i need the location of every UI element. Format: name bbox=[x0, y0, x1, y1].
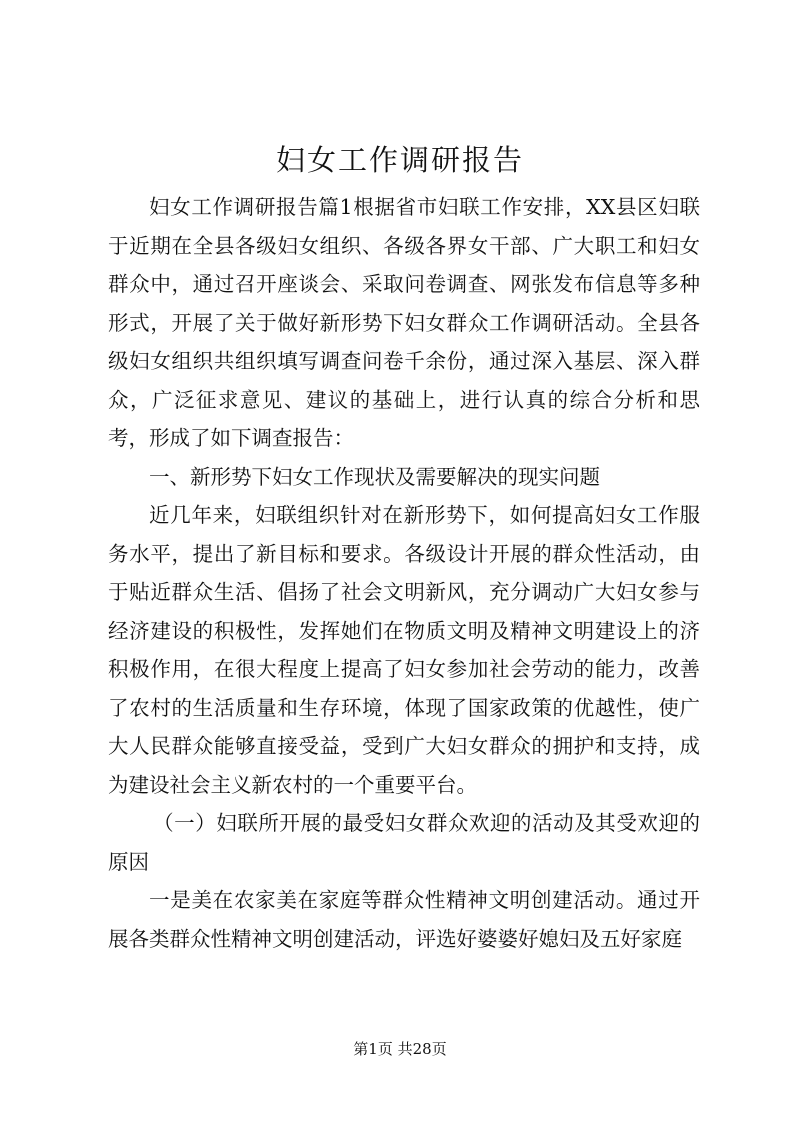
section-heading: 一、新形势下妇女工作现状及需要解决的现实问题 bbox=[149, 464, 600, 489]
document-body bbox=[108, 188, 700, 958]
paragraph-intro: 妇女工作调研报告篇1根据省市妇联工作安排，XX县区妇联于近期在全县各级妇女组织、各级各界女干部、广大职工和妇女群众中，通过召开座谈会、采取问卷调查、网张发布信息等多种形式，开展了关于做好新形势下妇女群众工作调研活动。全县各级妇女组织共组织填写调查问卷千余份，通过深入基层、深入群众，广泛征求意见、建议的基础上，进行认真的综合分析和思考，形成了如下调查报告： bbox=[108, 195, 700, 450]
paragraph-activity: 一是美在农家美在家庭等群众性精神文明创建活动。通过开展各类群众性精神文明创建活动，评选好婆婆好媳妇及五好家庭 bbox=[108, 888, 700, 951]
page-title: 妇女工作调研报告 bbox=[275, 143, 524, 177]
paragraph-situation: 近几年来，妇联组织针对在新形势下，如何提高妇女工作服务水平，提出了新目标和要求。各级设计开展的群众性活动，由于贴近群众生活、倡扬了社会文明新风，充分调动广大妇女参与经济建设的积极性，发挥她们在物质文明及精神文明建设上的济积极作用，在很大程度上提高了妇女参加社会劳动的能力，改善了农村的生活质量和生存环境，体现了国家政策的优越性，使广大人民群众能够直接受益，受到广大妇女群众的拥护和支持，成为建设社会主义新农村的一个重要平台。 bbox=[108, 503, 700, 797]
subsection-heading: （一）妇联所开展的最受妇女群众欢迎的活动及其受欢迎的原因 bbox=[108, 811, 700, 874]
page-number-footer: 第1页 共28页 bbox=[353, 1040, 447, 1058]
